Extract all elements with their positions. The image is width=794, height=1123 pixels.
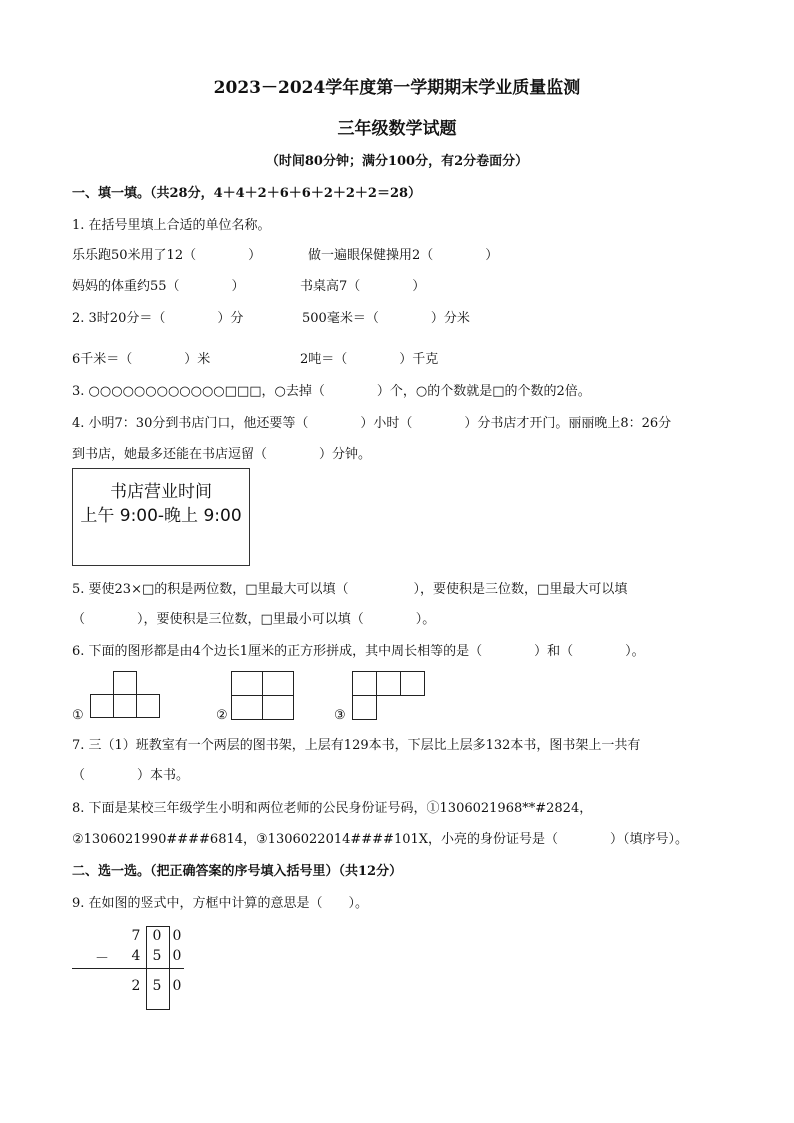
square — [262, 671, 294, 696]
sum-line — [72, 968, 184, 969]
figure-label-2: ② — [216, 708, 228, 723]
digit: 0 — [172, 928, 182, 944]
square — [352, 695, 377, 720]
store-hours-time: 上午 9:00-晚上 9:00 — [80, 506, 242, 526]
square — [231, 695, 263, 720]
digit: 7 — [131, 928, 141, 944]
figure-label-1: ① — [72, 708, 84, 723]
q1-b: 做一遍眼保健操用2（ ） — [308, 248, 499, 263]
section2-heading: 二、选一选。（把正确答案的序号填入括号里）（共12分） — [72, 864, 403, 879]
square — [90, 694, 114, 718]
q2-b: 500毫米＝（ ）分米 — [302, 311, 470, 326]
digit: 0 — [152, 928, 162, 944]
square — [231, 671, 263, 696]
square — [352, 671, 377, 696]
q6-stem: 6. 下面的图形都是由4个边长1厘米的正方形拼成，其中周长相等的是（ ）和（ ）。 — [72, 644, 645, 659]
q4-line2: 到书店，她最多还能在书店逗留（ ）分钟。 — [72, 447, 372, 462]
q2-c: 6千米＝（ ）米 — [72, 352, 211, 367]
figure-label-3: ③ — [334, 708, 346, 723]
digit: 2 — [131, 978, 141, 994]
q5-line2: （ ），要使积是三位数，□里最小可以填（ ）。 — [72, 612, 436, 627]
q9-stem: 9. 在如图的竖式中，方框中计算的意思是（ ）。 — [72, 896, 369, 911]
q3: 3. ○○○○○○○○○○○○□□□，○去掉（ ）个，○的个数就是□的个数的2倍。 — [72, 384, 591, 399]
digit: 0 — [172, 978, 182, 994]
store-hours-title: 书店营业时间 — [110, 482, 212, 502]
square — [400, 671, 425, 696]
q2-a: 2. 3时20分＝（ ）分 — [72, 311, 244, 326]
q1-c: 妈妈的体重约55（ ） — [72, 279, 245, 294]
digit: 4 — [131, 948, 141, 964]
exam-note: （时间80分钟；满分100分，有2分卷面分） — [265, 154, 529, 169]
q7-line1: 7. 三（1）班教室有一个两层的图书架，上层有129本书，下层比上层多132本书，图书架上一共有 — [72, 738, 641, 753]
digit: 5 — [152, 978, 162, 994]
square — [376, 671, 401, 696]
minus-sign: － — [95, 951, 109, 967]
square — [136, 694, 160, 718]
page-subtitle: 三年级数学试题 — [337, 119, 457, 139]
q4-line1: 4. 小明7：30分到书店门口，他还要等（ ）小时（ ）分书店才开门。丽丽晚上8：26分 — [72, 416, 672, 431]
digit: 5 — [152, 948, 162, 964]
store-hours-box — [72, 468, 250, 566]
q7-line2: （ ）本书。 — [72, 768, 190, 783]
section1-heading: 一、填一填。（共28分，4＋4＋2＋6＋6＋2＋2＋2＝28） — [72, 186, 422, 201]
digit: 0 — [172, 948, 182, 964]
square — [113, 671, 137, 695]
square — [113, 694, 137, 718]
q8-line2: ②1306021990####6814，③1306022014####101X，小亮的身份证号是（ ）（填序号）。 — [72, 832, 689, 847]
q8-line1: 8. 下面是某校三年级学生小明和两位老师的公民身份证号码，①1306021968**#2824， — [72, 801, 593, 816]
q5-line1: 5. 要使23×□的积是两位数，□里最大可以填（ ），要使积是三位数，□里最大可以填 — [72, 582, 628, 597]
q1-stem: 1. 在括号里填上合适的单位名称。 — [72, 218, 271, 233]
square — [262, 695, 294, 720]
q1-a: 乐乐跑50米用了12（ ） — [72, 248, 262, 263]
q2-d: 2吨＝（ ）千克 — [300, 352, 439, 367]
page-title: 2023－2024学年度第一学期期末学业质量监测 — [213, 78, 581, 98]
q1-d: 书桌高7（ ） — [300, 279, 426, 294]
